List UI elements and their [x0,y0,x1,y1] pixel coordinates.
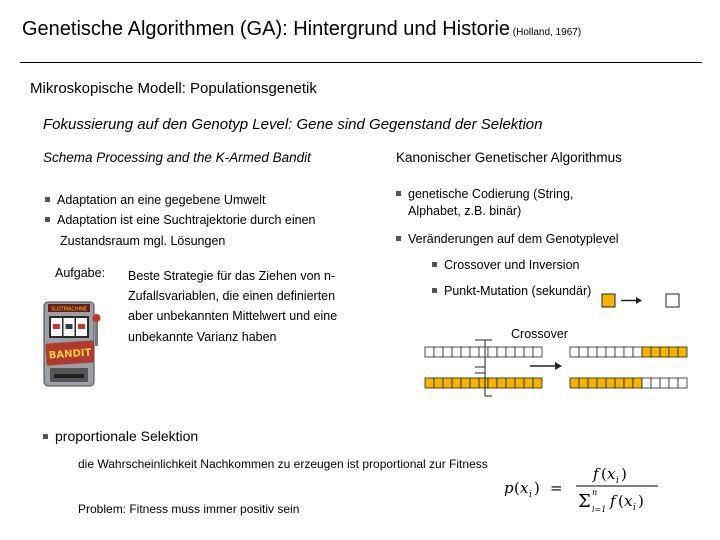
right-sub-bullet: Crossover und Inversion [432,255,579,275]
slide-title [22,18,581,41]
svg-text:SLOTMACHINE: SLOTMACHINE [50,306,88,313]
gene-cell [642,347,651,357]
gene-cell [533,378,542,388]
svg-text:p: p [504,479,514,497]
svg-text:Σ: Σ [578,491,591,512]
right-column-heading: Kanonischer Genetischer Algorithmus [396,150,622,165]
right-bullet: genetische Codierung (String, Alphabet, z.B. binär) [396,186,573,220]
svg-text:(: ( [601,465,607,483]
gene-cell [570,347,579,357]
gene-cell [624,347,633,357]
gene-cell [461,378,470,388]
gene-cell [633,378,642,388]
gene-cell [488,347,497,357]
gene-cell [434,378,443,388]
gene-cell [470,347,479,357]
svg-text:(: ( [514,479,520,497]
svg-text:i: i [529,490,532,500]
bullet-square-icon [396,191,401,196]
title-main: Genetische Algorithmen (GA): Hintergrund und Historie [22,18,511,40]
gene-cell [425,378,434,388]
gene-cell [497,378,506,388]
bullet-square-icon [45,197,50,202]
right-bullet: Veränderungen auf dem Genotyplevel [396,229,619,249]
title-divider [20,62,702,63]
svg-text:x: x [520,479,529,497]
gene-cell [660,347,669,357]
gene-cell [579,347,588,357]
left-bullet: Adaptation ist eine Suchtrajektorie durch einen [45,210,316,230]
bullet-square-icon [43,434,48,439]
gene-cell [588,378,597,388]
gene-cell [515,347,524,357]
svg-text:f: f [593,465,599,483]
gene-cell [461,347,470,357]
gene-cell [479,347,488,357]
gene-cell [479,378,488,388]
svg-text:i=1: i=1 [592,505,607,514]
problem-note: Problem: Fitness muss immer positiv sein [78,502,300,516]
gene-cell [606,347,615,357]
subheading: Mikroskopische Modell: Populationsgenetik [30,80,317,97]
gene-cell [470,378,479,388]
svg-text:x: x [624,492,633,510]
slot-machine-icon [38,296,102,392]
right-sub-bullet: Punkt-Mutation (sekundär) [432,281,591,301]
gene-cell [452,347,461,357]
svg-text:(: ( [618,492,624,510]
gene-cell [651,347,660,357]
left-bullet-continuation: Zustandsraum mgl. Lösungen [60,234,226,248]
svg-text:BANDIT: BANDIT [48,347,92,362]
gene-cell [660,378,669,388]
gene-cell [606,378,615,388]
mutation-illustration [602,294,679,307]
gene-cell [506,378,515,388]
svg-text:): ) [638,492,644,510]
gene-cell [579,378,588,388]
svg-text:): ) [621,465,627,483]
gene-cell [425,347,434,357]
task-description: Beste Strategie für das Ziehen von n-Zufallsvariablen, die einen definierten aber unbekannten Mittelwert und eine unbekannte Varianz haben [128,269,338,344]
gene-cell [597,378,606,388]
gene-cell [615,378,624,388]
svg-text:): ) [534,479,540,497]
focus-statement: Fokussierung auf den Genotyp Level: Gene sind Gegenstand der Selektion [43,116,543,133]
gene-cell [633,347,642,357]
svg-text:n: n [592,488,598,497]
svg-text:i: i [633,503,636,513]
gene-cell [678,347,687,357]
crossover-diagram [420,286,690,406]
gene-cell [615,347,624,357]
gene-cell [488,378,497,388]
gene-cell [669,378,678,388]
svg-text:f: f [610,492,616,510]
gene-cell [497,347,506,357]
svg-text:=: = [550,479,563,497]
selection-formula [500,455,670,515]
gene-cell [443,378,452,388]
gene-cell [624,378,633,388]
bullet-square-icon [45,217,50,222]
bullet-square-icon [396,236,401,241]
left-bullet: Adaptation an eine gegebene Umwelt [45,190,265,210]
gene-cell [651,378,660,388]
gene-cell [669,347,678,357]
gene-cell [588,347,597,357]
mutation-gene-after [666,294,679,307]
gene-cell [443,347,452,357]
left-column-heading: Schema Processing and the K-Armed Bandit [43,150,311,165]
task-label: Aufgabe: [55,266,106,280]
svg-text:i: i [616,476,619,486]
bullet-square-icon [432,262,437,267]
gene-cell [678,378,687,388]
gene-cell [506,347,515,357]
crossover-label: Crossover [511,327,568,341]
gene-cell [642,378,651,388]
proportional-selection-description: die Wahrscheinlichkeit Nachkommen zu erzeugen ist proportional zur Fitness [78,457,488,471]
gene-cell [524,347,533,357]
gene-cell [434,347,443,357]
title-citation: (Holland, 1967) [510,27,582,38]
gene-cell [533,347,542,357]
gene-cell [524,378,533,388]
gene-cell [515,378,524,388]
svg-text:x: x [607,465,616,483]
gene-cell [597,347,606,357]
mutation-gene-before [602,294,615,307]
proportional-selection-bullet: proportionale Selektion [43,428,198,444]
gene-cell [570,378,579,388]
gene-cell [452,378,461,388]
